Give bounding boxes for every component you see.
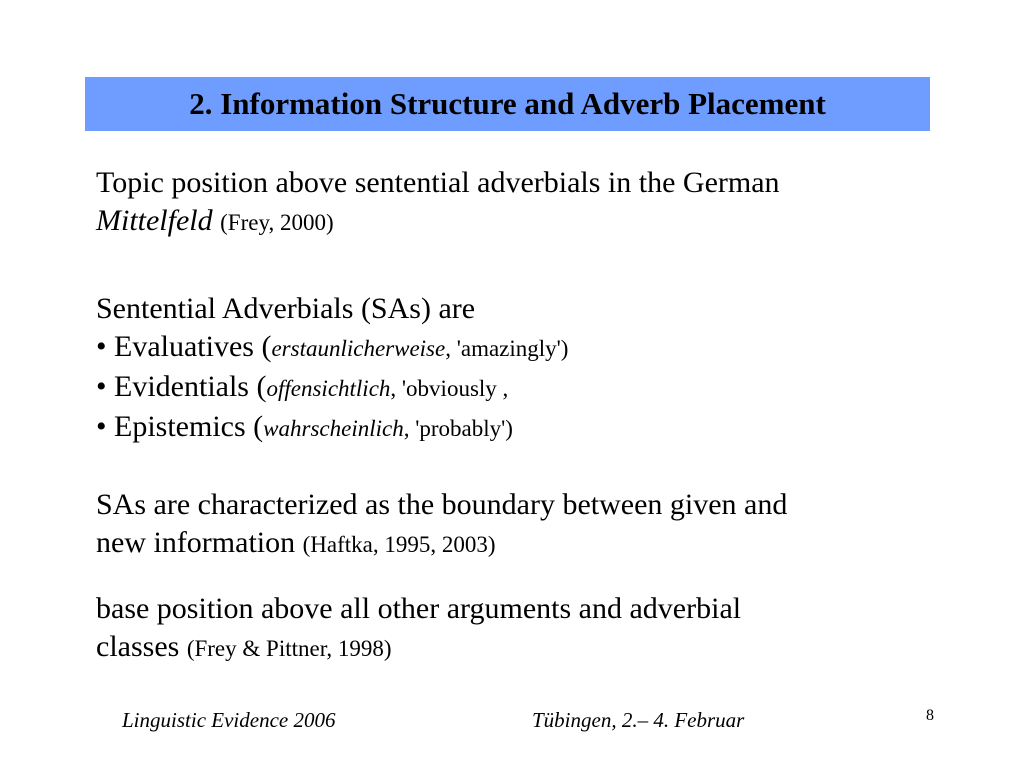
bullet-icon: • (96, 410, 107, 443)
boundary-line1: SAs are characterized as the boundary between given and (96, 488, 788, 521)
item-example: offensichtlich (266, 376, 391, 401)
bullet-icon: • (96, 370, 107, 403)
item-example: wahrscheinlich (263, 416, 404, 441)
topic-term: Mittelfeld (96, 204, 213, 237)
boundary-citation: (Haftka, 1995, 2003) (302, 532, 496, 557)
item-gloss: , 'amazingly') (445, 336, 569, 361)
base-paragraph (96, 590, 741, 668)
item-label: Epistemics ( (114, 410, 264, 443)
item-gloss: , 'obviously , (390, 376, 509, 401)
base-line1: base position above all other arguments and adverbial (96, 592, 742, 625)
title-banner (85, 77, 930, 131)
footer-location-date: Tübingen, 2.– 4. Februar (532, 708, 745, 732)
topic-paragraph (96, 164, 780, 242)
boundary-paragraph (96, 486, 787, 564)
list-item (96, 408, 568, 448)
slide-title: 2. Information Structure and Adverb Placement (189, 86, 826, 121)
footer-conference: Linguistic Evidence 2006 (122, 708, 336, 732)
boundary-line2: new information (96, 526, 296, 559)
bullet-icon: • (96, 330, 107, 363)
item-gloss: , 'probably') (403, 416, 513, 441)
page-number: 8 (926, 707, 934, 724)
item-label: Evaluatives ( (114, 330, 272, 363)
list-item (96, 368, 568, 408)
topic-line1: Topic position above sentential adverbials in the German (96, 166, 780, 199)
base-citation: (Frey & Pittner, 1998) (186, 636, 392, 661)
list-item (96, 328, 568, 368)
topic-citation: (Frey, 2000) (220, 210, 334, 235)
item-example: erstaunlicherweise (271, 336, 446, 361)
item-label: Evidentials ( (114, 370, 267, 403)
sas-list (96, 290, 568, 448)
sas-heading: Sentential Adverbials (SAs) are (96, 292, 476, 325)
base-line2: classes (96, 630, 180, 663)
